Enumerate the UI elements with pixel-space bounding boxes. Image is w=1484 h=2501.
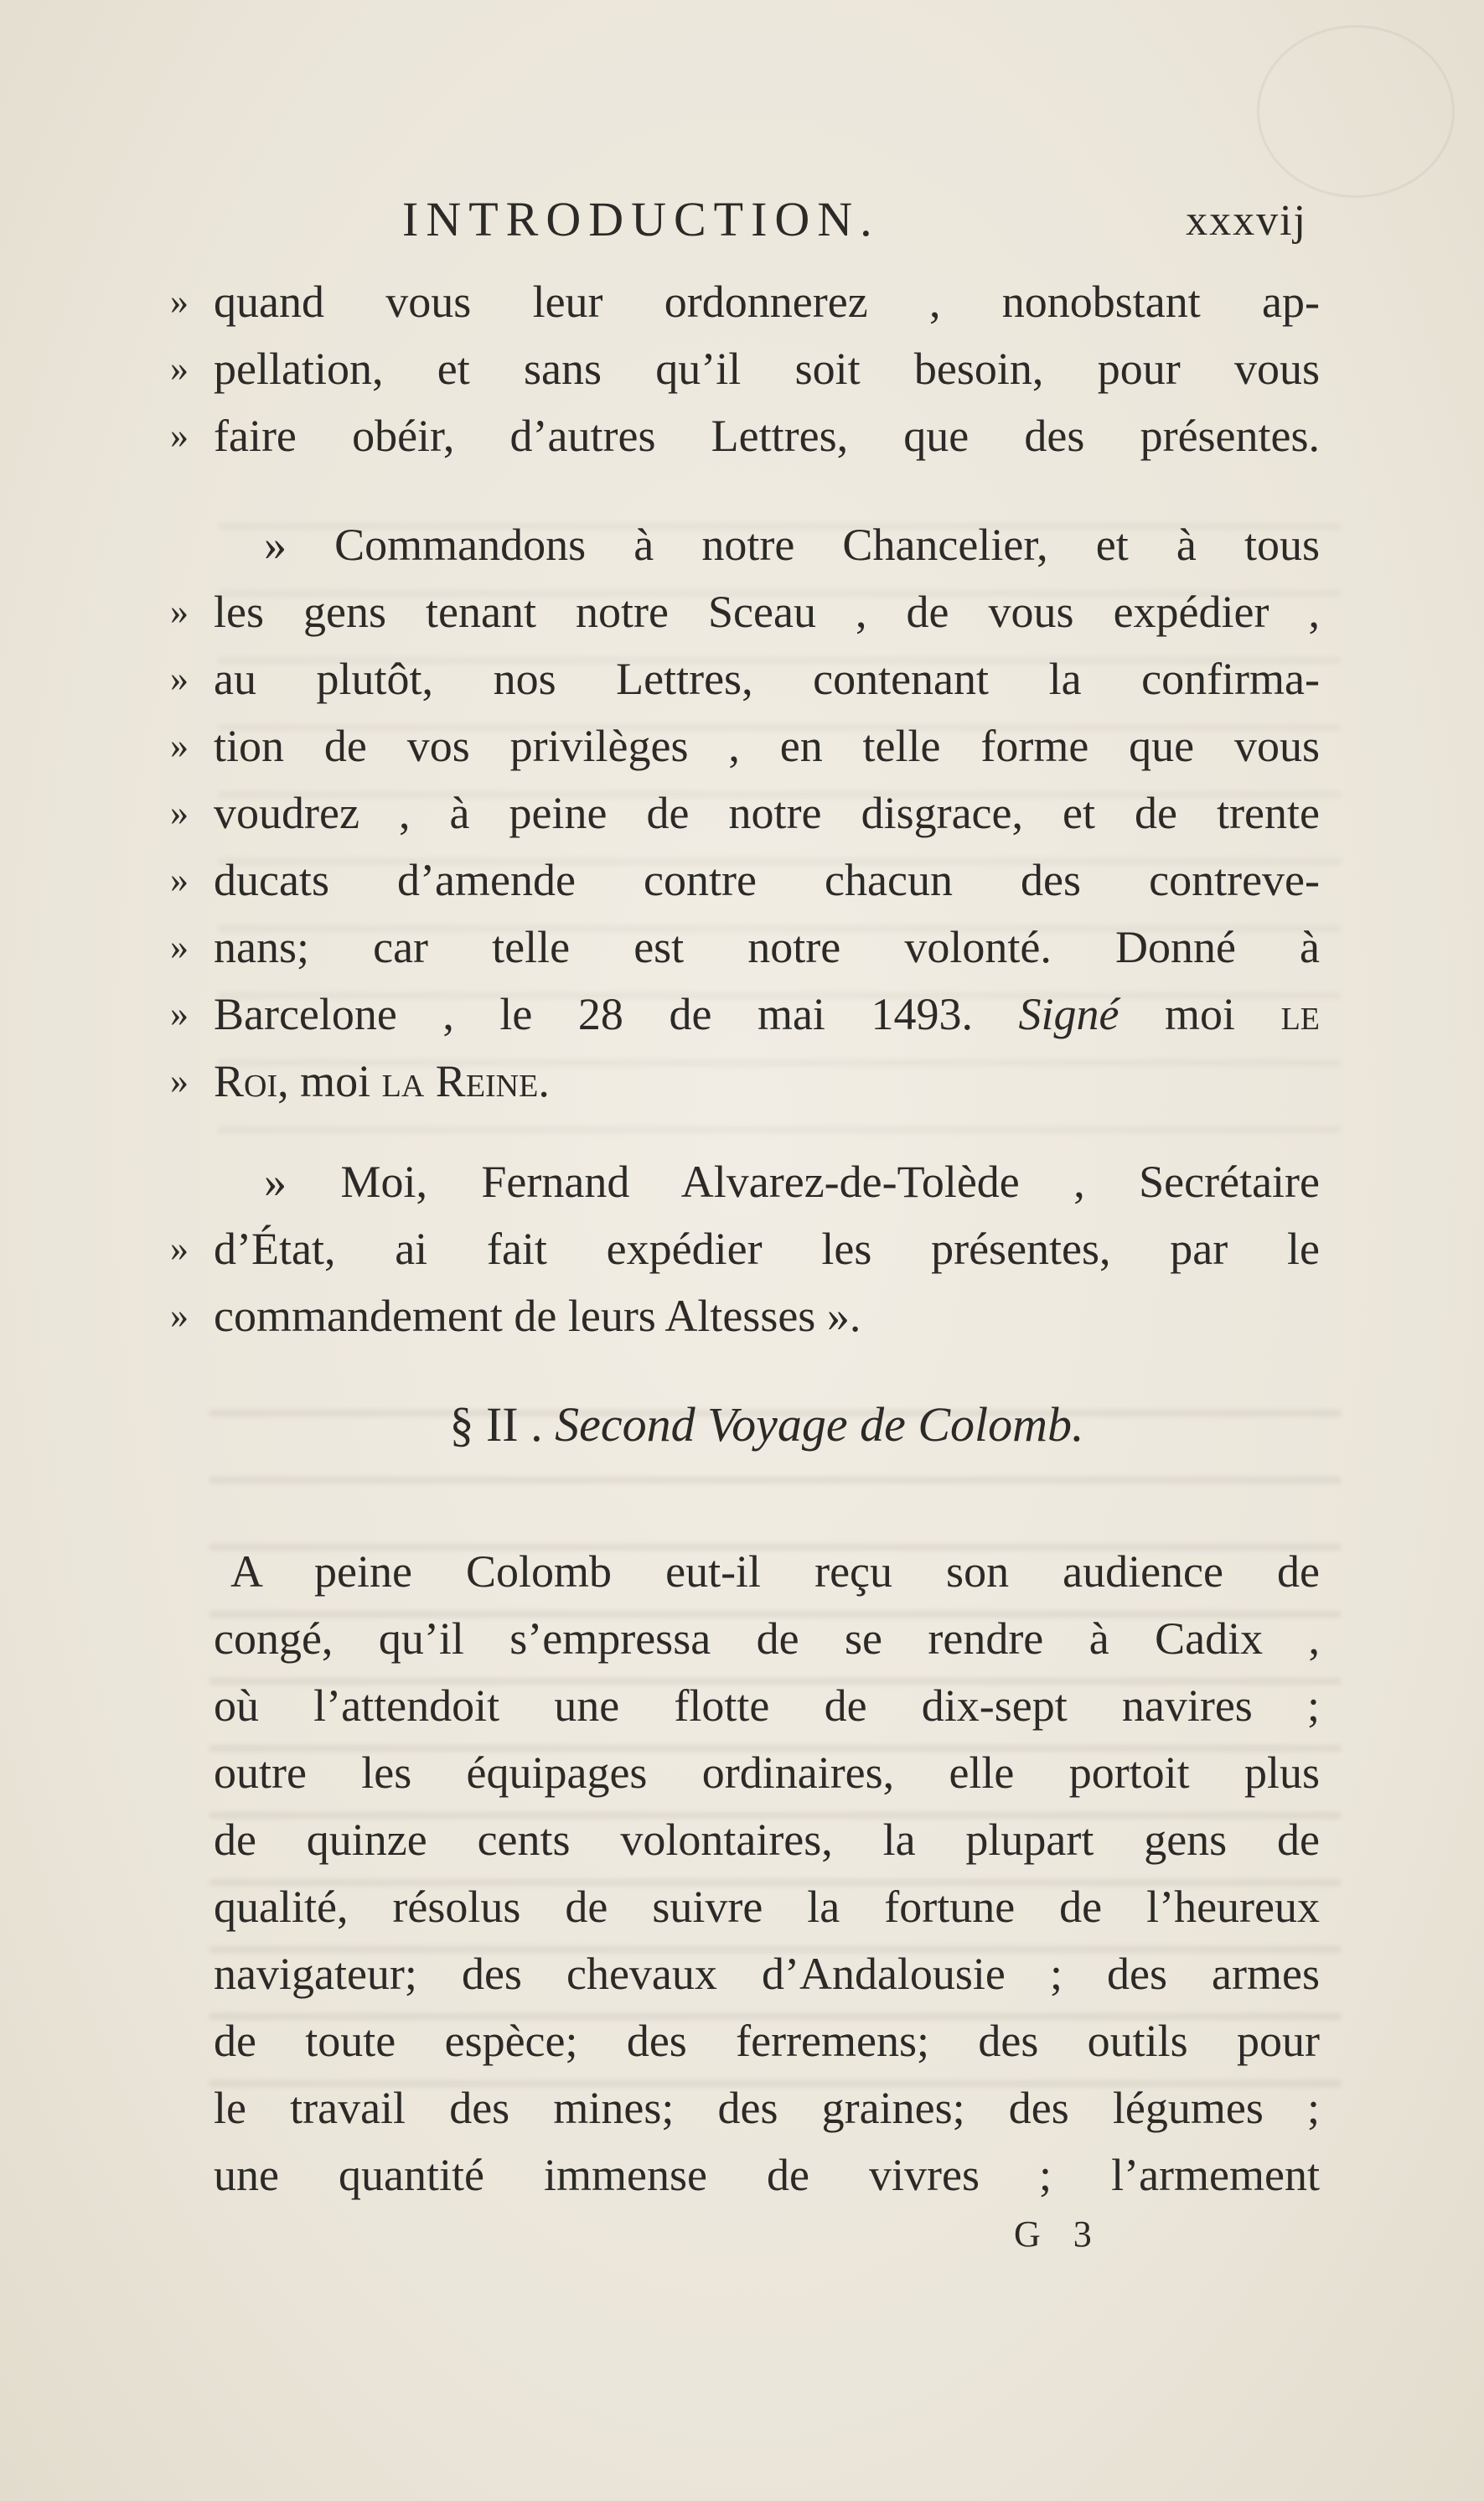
text-line [214,2074,1320,2141]
section-heading [214,1391,1320,1458]
text-line [214,1873,1320,1940]
line-text: une quantité immense de vivres ; l’armement [214,2150,1320,2200]
line-text: navigateur; des chevaux d’Andalousie ; des armes [214,1949,1320,1999]
text-line [214,1605,1320,1672]
line-text: les gens tenant notre Sceau , de vous expédier , [214,587,1320,637]
text-line [170,914,1320,981]
guillemet-mark: » [170,725,189,766]
text-line [170,712,1320,779]
guillemet-mark: » [170,591,189,632]
line-text: ducats d’amende contre chacun des contreve- [214,855,1320,905]
text-line [214,1940,1320,2007]
small-caps-text: le [1280,989,1320,1039]
line-text: voudrez , à peine de notre disgrace, et de trente [214,788,1320,838]
line-text: commandement de leurs Altesses ». [214,1291,861,1341]
signature-word: Signé [1018,989,1119,1039]
running-head [402,191,1307,258]
signature-mark: G 3 [1014,2214,1104,2255]
text-line [214,1739,1320,1806]
text-line [170,1215,1320,1282]
text-line [170,268,1320,335]
line-text: de quinze cents volontaires, la plupart gens de [214,1815,1320,1865]
line-text: d’État, ai fait expédier les présentes, par le [214,1224,1320,1274]
line-text: tion de vos privilèges , en telle forme que vous [214,721,1320,771]
guillemet-mark: » [170,658,189,699]
line-text: de toute espèce; des ferremens; des outils pour [214,2016,1320,2066]
paragraph-2 [170,511,1320,1115]
text-line [214,2141,1320,2208]
guillemet-mark: » [170,1060,189,1101]
text-line [214,2007,1320,2074]
line-text: » Commandons à notre Chancelier, et à tous [264,520,1320,570]
line-text: qualité, résolus de suivre la fortune de l’heureux [214,1882,1320,1932]
text-line [170,1282,1320,1349]
guillemet-mark: » [170,1295,189,1336]
guillemet-mark: » [170,993,189,1034]
line-text: faire obéir, d’autres Lettres, que des présentes. [214,411,1320,461]
text-line [214,1538,1320,1605]
line-text: A peine Colomb eut-il reçu son audience de [230,1546,1320,1597]
line-text: outre les équipages ordinaires, elle portoit plus [214,1748,1320,1798]
guillemet-mark: » [170,1228,189,1269]
small-caps-text: Roi [214,1056,278,1106]
guillemet-mark: » [170,415,189,456]
section-number: § II . [449,1397,543,1452]
text-line [214,1672,1320,1739]
line-text: , moi [277,1056,371,1106]
text-line [170,402,1320,469]
text-line [170,779,1320,847]
text-line [170,578,1320,645]
line-text: Barcelone , le 28 de mai 1493. [214,989,973,1039]
text-line [170,1048,1320,1115]
line-text: » Moi, Fernand Alvarez-de-Tolède , Secrétaire [264,1157,1320,1207]
text-line [170,981,1320,1048]
line-text: nans; car telle est notre volonté. Donné à [214,922,1320,972]
line-text: où l’attendoit une flotte de dix-sept navires ; [214,1680,1320,1731]
line-text: au plutôt, nos Lettres, contenant la confirma- [214,654,1320,704]
line-text: le travail des mines; des graines; des légumes ; [214,2083,1320,2133]
line-text: pellation, et sans qu’il soit besoin, pour vous [214,344,1320,394]
paragraph-3 [170,1148,1320,1349]
library-stamp-ghost [1257,25,1455,198]
guillemet-mark: » [170,348,189,389]
text-line [170,847,1320,914]
guillemet-mark: » [170,859,189,900]
page-number: xxxvij [1186,197,1307,245]
text-line [214,511,1320,578]
small-caps-text: la Reine. [381,1056,550,1106]
guillemet-mark: » [170,926,189,967]
line-text: moi [1165,989,1236,1039]
line-text: quand vous leur ordonnerez , nonobstant ap- [214,277,1320,327]
paragraph-1 [170,268,1320,469]
text-line [214,1148,1320,1215]
text-line [214,1806,1320,1873]
text-line [170,335,1320,402]
section-title: Second Voyage de Colomb. [555,1397,1084,1452]
guillemet-mark: » [170,792,189,833]
running-head-title: INTRODUCTION. [402,192,880,246]
guillemet-mark: » [170,281,189,322]
paragraph-4 [214,1538,1320,2208]
line-text: congé, qu’il s’empressa de se rendre à Cadix , [214,1613,1320,1664]
text-line [170,645,1320,712]
